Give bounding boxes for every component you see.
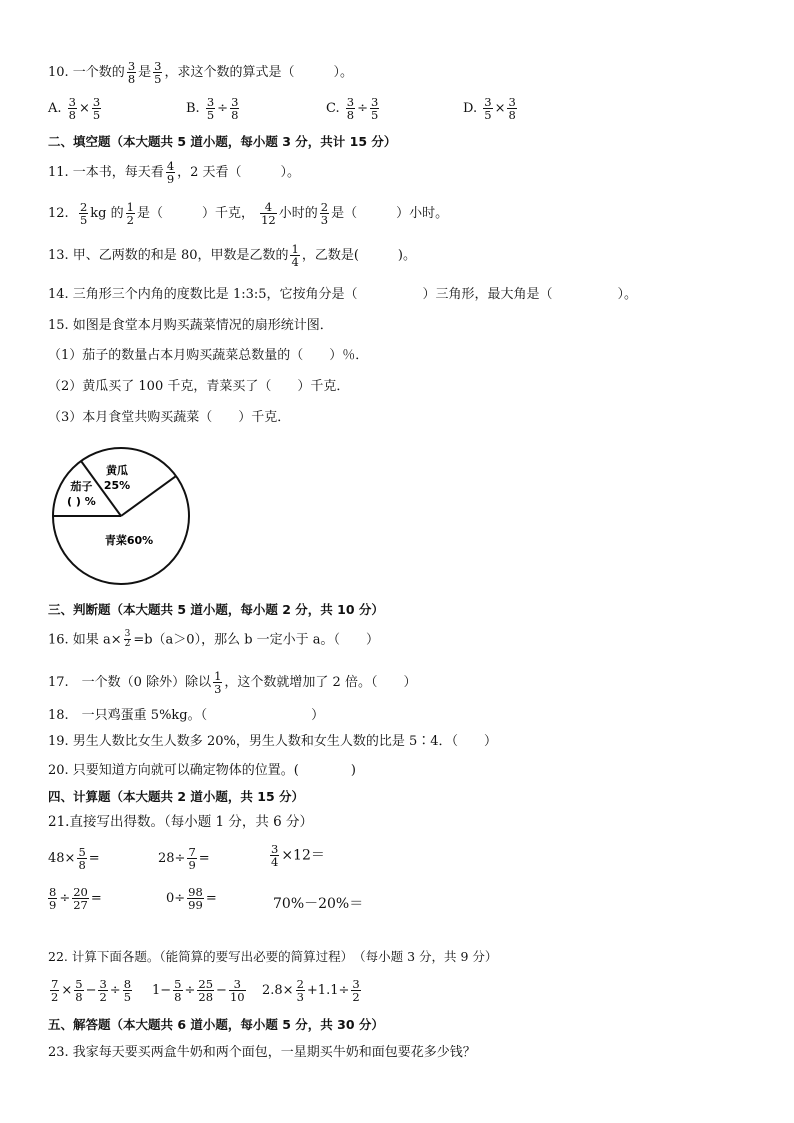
denominator: 8: [174, 990, 182, 1005]
q10-text: 10. 一个数的: [48, 65, 125, 81]
denominator: 8: [127, 72, 136, 87]
numerator: 3: [352, 977, 360, 991]
q17-text: ，这个数就增加了 2 倍。（ ）: [224, 675, 417, 691]
numerator: 3: [346, 95, 355, 109]
q12-number: 12.: [48, 206, 69, 222]
question-15-sub2: （2）黄瓜买了 100 千克，青菜买了（ ）千克．: [48, 379, 350, 394]
question-20: 20. 只要知道方向就可以确定物体的位置。( ): [48, 763, 356, 778]
q10-text: 是: [138, 65, 152, 81]
denominator: 9: [49, 898, 57, 913]
fraction: [370, 96, 379, 121]
denominator: 8: [75, 990, 83, 1005]
q13-text: 13. 甲、乙两数的和是 80，甲数是乙数的: [48, 248, 289, 264]
q13-text: ，乙数是( )。: [301, 248, 416, 264]
q11-text: ，2 天看（ ）。: [177, 165, 301, 181]
fraction: [166, 160, 175, 185]
denominator: 5: [154, 72, 162, 87]
pie-chart: [46, 444, 196, 594]
fraction: [48, 886, 57, 911]
denominator: 3: [214, 682, 222, 697]
q10-option[interactable]: [186, 96, 241, 121]
question-14: 14. 三角形三个内角的度数比是 1:3:5，它按角分是（ ）三角形，最大角是（ ）。: [48, 287, 638, 302]
denominator: 2: [352, 990, 360, 1005]
fraction: [197, 978, 214, 1003]
fraction: [50, 978, 59, 1003]
denominator: 5: [206, 108, 215, 123]
expr-text: =: [88, 851, 100, 867]
fraction: [124, 630, 132, 650]
q12-text: kg 的: [90, 206, 124, 222]
fraction: [346, 96, 355, 121]
numerator: 3: [484, 95, 492, 109]
numerator: 3: [99, 977, 107, 991]
numerator: 1: [126, 200, 134, 214]
numerator: 3: [127, 59, 136, 73]
denominator: 8: [68, 108, 76, 123]
fraction: [296, 978, 305, 1003]
denominator: 2: [124, 639, 131, 650]
fraction: [351, 978, 360, 1003]
expr-text: =: [90, 891, 102, 907]
numerator: 5: [78, 845, 86, 859]
fraction: [72, 886, 89, 911]
expr-text: −: [216, 983, 227, 999]
question-12: [48, 201, 448, 226]
q21-expr-6: 70%－20%＝: [273, 896, 364, 912]
denominator: 2: [126, 213, 134, 228]
denominator: 5: [371, 108, 379, 123]
q21-expr-1: [48, 846, 100, 871]
denominator: 12: [261, 213, 276, 228]
fraction: [206, 96, 215, 121]
fraction: [153, 60, 162, 85]
fraction: [290, 243, 299, 268]
expr-text: 48×: [48, 851, 76, 867]
question-15-title: 15. 如图是食堂本月购买蔬菜情况的扇形统计图．: [48, 318, 333, 333]
fraction: [260, 201, 277, 226]
denominator: 5: [123, 990, 132, 1005]
q21-expr-4: [46, 886, 102, 911]
operator: ÷: [357, 101, 368, 117]
operator: ×: [494, 101, 506, 117]
section-heading-3: 三、判断题（本大题共 5 道小题，每小题 2 分，共 10 分）: [48, 602, 384, 617]
question-18: 18. 一只鸡蛋重 5%kg。（ ）: [48, 708, 325, 723]
section-heading-4: 四、计算题（本大题共 2 道小题，共 15 分）: [48, 789, 305, 804]
q10-option[interactable]: [463, 96, 519, 121]
q11-text: 11. 一本书，每天看: [48, 165, 164, 181]
numerator: 3: [206, 95, 215, 109]
q16-text: 16. 如果 a×: [48, 632, 122, 648]
expr-text: ×: [61, 983, 73, 999]
operator: ×: [79, 101, 90, 117]
numerator: 3: [124, 629, 131, 639]
slice-value-text: 25%: [103, 479, 131, 492]
numerator: 5: [75, 977, 83, 991]
slice-name-text: 黄瓜: [106, 464, 128, 477]
slice-label-text: 青菜60%: [104, 534, 154, 547]
denominator: 8: [231, 108, 239, 123]
fraction: [77, 846, 86, 871]
question-23: 23. 我家每天要买两盒牛奶和两个面包，一星期买牛奶和面包要花多少钱？: [48, 1045, 476, 1060]
fraction: [173, 978, 182, 1003]
numerator: 4: [264, 200, 273, 214]
numerator: 3: [233, 977, 241, 991]
denominator: 2: [99, 990, 107, 1005]
q22-expr-2: [152, 978, 248, 1003]
numerator: 98: [188, 885, 203, 899]
q22-expr-3: [262, 978, 363, 1003]
q10-option[interactable]: [326, 96, 381, 121]
fraction: [483, 96, 492, 121]
numerator: 7: [188, 845, 196, 859]
numerator: 7: [51, 977, 59, 991]
denominator: 8: [78, 858, 86, 873]
denominator: 5: [92, 108, 101, 123]
section-heading-5: 五、解答题（本大题共 6 道小题，每小题 5 分，共 30 分）: [48, 1017, 384, 1032]
slice-value-text: ( ) %: [67, 494, 96, 508]
question-15-sub1: （1）茄子的数量占本月购买蔬菜总数量的（ ）％．: [48, 348, 369, 363]
fraction: [126, 201, 135, 226]
numerator: 1: [214, 669, 222, 683]
expr-text: ×12＝: [281, 847, 325, 864]
numerator: 3: [508, 95, 516, 109]
numerator: 2: [296, 977, 304, 991]
q12-text: 小时的: [278, 206, 318, 222]
numerator: 8: [123, 977, 132, 991]
numerator: 3: [231, 95, 239, 109]
q21-expr-3: [268, 843, 325, 868]
denominator: 9: [188, 858, 196, 873]
q12-text: 是（ ）千克，: [136, 206, 254, 222]
question-17: [48, 670, 416, 695]
q10-option[interactable]: [48, 96, 103, 121]
fraction: [74, 978, 83, 1003]
fraction: [213, 670, 222, 695]
denominator: 9: [166, 172, 175, 187]
fraction: [270, 843, 279, 868]
q10-text: ，求这个数的算式是（ ）。: [164, 65, 353, 81]
expr-text: =: [198, 851, 210, 867]
fraction: [230, 96, 239, 121]
slice-name-text: 茄子: [70, 479, 93, 493]
fraction: [320, 201, 329, 226]
denominator: 4: [291, 255, 299, 270]
numerator: 4: [166, 159, 175, 173]
expr-text: +1.1÷: [306, 983, 350, 999]
expr-text: 1−: [152, 983, 172, 999]
denominator: 5: [484, 108, 492, 123]
numerator: 8: [49, 885, 57, 899]
numerator: 3: [92, 95, 101, 109]
denominator: 28: [198, 990, 214, 1005]
numerator: 3: [154, 59, 162, 73]
question-16: [48, 630, 379, 650]
question-19: 19. 男生人数比女生人数多 20%，男生人数和女生人数的比是 5∶4．（ ）: [48, 734, 498, 749]
q21-expr-2: [158, 846, 210, 871]
numerator: 2: [320, 200, 329, 214]
question-21-title: 21.直接写出得数。（每小题 1 分，共 6 分）: [48, 814, 314, 830]
section-heading-2: 二、填空题（本大题共 5 道小题，每小题 3 分，共计 15 分）: [48, 134, 397, 149]
q16-text: =b（a＞0），那么 b 一定小于 a。（ ）: [133, 632, 380, 648]
numerator: 3: [68, 95, 76, 109]
expr-text: ÷: [184, 983, 196, 999]
q22-expr-1: [48, 978, 134, 1003]
expr-text: ÷: [59, 891, 71, 907]
fraction: [123, 978, 132, 1003]
expr-text: 0÷: [166, 891, 186, 907]
question-11: [48, 160, 300, 185]
fraction: [229, 978, 246, 1003]
expr-text: ÷: [109, 983, 121, 999]
fraction: [507, 96, 516, 121]
question-15-sub3: （3）本月食堂共购买蔬菜（ ）千克．: [48, 410, 291, 425]
expr-text: =: [205, 891, 217, 907]
q21-expr-5: [166, 886, 217, 911]
denominator: 3: [320, 213, 329, 228]
option-label: D.: [463, 101, 478, 117]
numerator: 3: [371, 95, 379, 109]
numerator: 1: [291, 242, 299, 256]
denominator: 8: [346, 108, 355, 123]
denominator: 4: [271, 855, 279, 870]
question-22-title: 22. 计算下面各题。（能简算的要写出必要的简算过程） （每小题 3 分，共 9 分）: [48, 949, 498, 964]
denominator: 3: [296, 990, 304, 1005]
expr-text: −: [85, 983, 97, 999]
numerator: 3: [271, 842, 279, 856]
denominator: 8: [508, 108, 516, 123]
option-label: B.: [186, 101, 200, 117]
numerator: 25: [198, 977, 214, 991]
q17-text: 17. 一个数（0 除外）除以: [48, 675, 212, 691]
denominator: 2: [51, 990, 59, 1005]
expr-text: 28÷: [158, 851, 186, 867]
denominator: 99: [188, 898, 203, 913]
numerator: 20: [73, 885, 88, 899]
denominator: 5: [79, 213, 88, 228]
fraction: [92, 96, 101, 121]
q12-text: 是（ ）小时。: [331, 206, 449, 222]
fraction: [79, 201, 88, 226]
fraction: [98, 978, 107, 1003]
question-13: [48, 243, 416, 268]
denominator: 27: [73, 898, 88, 913]
operator: ÷: [217, 101, 229, 117]
numerator: 5: [174, 977, 182, 991]
fraction: [127, 60, 136, 85]
denominator: 10: [229, 990, 245, 1005]
option-label: C.: [326, 101, 340, 117]
pie-slice-label: [105, 533, 153, 547]
fraction: [187, 846, 196, 871]
fraction: [187, 886, 204, 911]
expr-text: 2.8×: [262, 983, 294, 999]
question-10: [48, 60, 353, 85]
numerator: 2: [79, 200, 88, 214]
option-label: A.: [48, 101, 62, 117]
fraction: [68, 96, 77, 121]
